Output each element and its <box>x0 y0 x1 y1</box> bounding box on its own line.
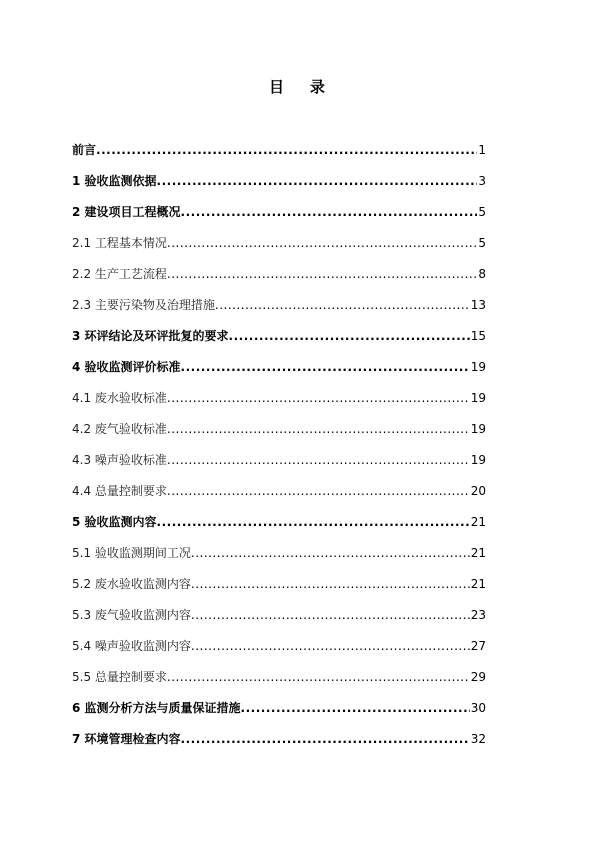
toc-entry-2-3[interactable] <box>72 295 486 326</box>
toc-entry-label: 2.1 工程基本情况 <box>72 236 167 250</box>
dot-leader <box>167 233 477 253</box>
dot-leader <box>191 636 470 656</box>
toc-entry-3[interactable] <box>72 326 486 357</box>
toc-entry-page: 15 <box>470 329 486 343</box>
toc-entry-4[interactable] <box>72 357 486 388</box>
toc-entry-page: 21 <box>470 515 486 529</box>
toc-entry-page: 5 <box>478 236 486 250</box>
toc-entry-page: 19 <box>470 391 486 405</box>
toc-entry-7[interactable] <box>72 729 486 760</box>
dot-leader <box>191 543 470 563</box>
dot-leader <box>157 512 470 532</box>
dot-leader <box>167 667 470 687</box>
toc-entry-page: 19 <box>470 453 486 467</box>
toc-entry-label: 4.4 总量控制要求 <box>72 484 167 498</box>
toc-entry-page: 5 <box>478 205 486 219</box>
dot-leader <box>191 574 470 594</box>
dot-leader <box>167 388 470 408</box>
toc-entry-5-3[interactable] <box>72 605 486 636</box>
toc-entry-1[interactable] <box>72 171 486 202</box>
toc-entry-label: 4.1 废水验收标准 <box>72 391 167 405</box>
toc-entry-label: 7 环境管理检查内容 <box>72 732 181 746</box>
toc-entry-page: 21 <box>470 577 486 591</box>
toc-entry-page: 27 <box>470 639 486 653</box>
dot-leader <box>157 171 478 191</box>
toc-entry-page: 21 <box>470 546 486 560</box>
toc-entry-label: 2.3 主要污染物及治理措施 <box>72 298 215 312</box>
toc-entry-page: 13 <box>470 298 486 312</box>
toc-entry-label: 1 验收监测依据 <box>72 174 157 188</box>
toc-entry-label: 3 环评结论及环评批复的要求 <box>72 329 229 343</box>
toc-entry-label: 4 验收监测评价标准 <box>72 360 181 374</box>
toc-entry-preface[interactable] <box>72 140 486 171</box>
toc-entry-page: 23 <box>470 608 486 622</box>
toc-entry-label: 5.1 验收监测期间工况 <box>72 546 191 560</box>
dot-leader <box>96 140 477 160</box>
dot-leader <box>191 605 470 625</box>
toc-entry-5-2[interactable] <box>72 574 486 605</box>
toc-entry-page: 19 <box>470 360 486 374</box>
toc-entry-label: 2.2 生产工艺流程 <box>72 267 167 281</box>
dot-leader <box>215 295 470 315</box>
toc-entry-5-5[interactable] <box>72 667 486 698</box>
dot-leader <box>167 419 470 439</box>
toc-entry-label: 5.4 噪声验收监测内容 <box>72 639 191 653</box>
toc-entry-label: 4.2 废气验收标准 <box>72 422 167 436</box>
toc-entry-6[interactable] <box>72 698 486 729</box>
dot-leader <box>167 481 470 501</box>
dot-leader <box>241 698 470 718</box>
toc-entry-4-1[interactable] <box>72 388 486 419</box>
dot-leader <box>167 450 470 470</box>
dot-leader <box>167 264 477 284</box>
toc-entry-label: 6 监测分析方法与质量保证措施 <box>72 701 241 715</box>
toc-entry-label: 2 建设项目工程概况 <box>72 205 181 219</box>
toc-entry-2-1[interactable] <box>72 233 486 264</box>
toc-entry-page: 30 <box>470 701 486 715</box>
toc-title: 目 录 <box>269 78 326 96</box>
toc-entry-5-4[interactable] <box>72 636 486 667</box>
toc-entry-label: 5 验收监测内容 <box>72 515 157 529</box>
toc-entry-5-1[interactable] <box>72 543 486 574</box>
toc-entry-2[interactable] <box>72 202 486 233</box>
toc-entry-label: 5.2 废水验收监测内容 <box>72 577 191 591</box>
toc-entry-page: 19 <box>470 422 486 436</box>
toc-entry-page: 20 <box>470 484 486 498</box>
toc-entry-label: 5.3 废气验收监测内容 <box>72 608 191 622</box>
toc-entry-label: 4.3 噪声验收标准 <box>72 453 167 467</box>
toc-entry-page: 32 <box>470 732 486 746</box>
dot-leader <box>181 357 470 377</box>
toc-entry-4-2[interactable] <box>72 419 486 450</box>
toc-entry-2-2[interactable] <box>72 264 486 295</box>
toc-entry-label: 前言 <box>72 143 97 157</box>
toc-list <box>72 140 486 760</box>
toc-entry-5[interactable] <box>72 512 486 543</box>
toc-entry-label: 5.5 总量控制要求 <box>72 670 167 684</box>
toc-entry-page: 3 <box>478 174 486 188</box>
toc-entry-page: 1 <box>478 143 486 157</box>
dot-leader <box>229 326 470 346</box>
dot-leader <box>181 729 470 749</box>
toc-entry-4-4[interactable] <box>72 481 486 512</box>
dot-leader <box>181 202 478 222</box>
toc-entry-page: 8 <box>478 267 486 281</box>
toc-entry-page: 29 <box>470 670 486 684</box>
toc-entry-4-3[interactable] <box>72 450 486 481</box>
